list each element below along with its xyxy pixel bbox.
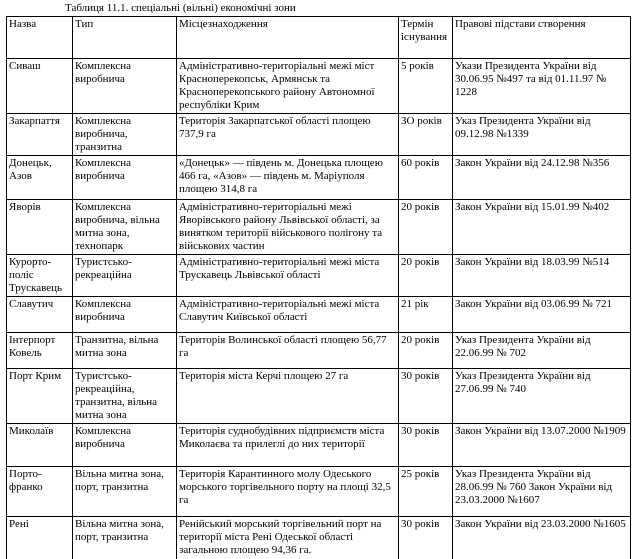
cell-name: Миколаїв xyxy=(7,424,73,467)
cell-location: Адміністративно-територіальні межі Яворівського району Львівської області, за винятком території військового полігону та військових частин xyxy=(177,200,399,255)
header-cell-location: Місцезнаходження xyxy=(177,17,399,59)
cell-type: Комплексна виробнича, вільна митна зона, технопарк xyxy=(73,200,177,255)
cell-type: Комплексна виробнича xyxy=(73,156,177,200)
cell-term: 30 років xyxy=(399,517,453,559)
table-row xyxy=(7,255,631,297)
cell-term: 25 років xyxy=(399,467,453,517)
cell-location: Територія міста Керчі площею 27 га xyxy=(177,369,399,424)
cell-name: Яворів xyxy=(7,200,73,255)
table-row xyxy=(7,200,631,255)
table-row xyxy=(7,517,631,559)
cell-term: 20 років xyxy=(399,333,453,369)
cell-term: 60 років xyxy=(399,156,453,200)
cell-term: 5 років xyxy=(399,59,453,114)
table-row xyxy=(7,156,631,200)
cell-type: Комплексна виробнича, транзитна xyxy=(73,114,177,156)
cell-name: Донецьк, Азов xyxy=(7,156,73,200)
cell-type: Туристсько-рекреаційна xyxy=(73,255,177,297)
table-row xyxy=(7,297,631,333)
cell-location: Територія Карантинного молу Одеського морського торгівельного порту на площі 32,5 га xyxy=(177,467,399,517)
cell-legal: Закон України від 23.03.2000 №1605 xyxy=(453,517,631,559)
cell-legal: Закон України від 18.03.99 №514 xyxy=(453,255,631,297)
cell-location: Адміністративно-територіальні межі міста Трускавець Львівської області xyxy=(177,255,399,297)
table-row xyxy=(7,333,631,369)
cell-location: Адміністративно-територіальні межі міст Красноперекопськ, Армянськ та Красноперекопського району Автономної республіки Крим xyxy=(177,59,399,114)
header-cell-type: Тип xyxy=(73,17,177,59)
cell-term: 21 рік xyxy=(399,297,453,333)
cell-legal: Указ Президента України від 27.06.99 № 740 xyxy=(453,369,631,424)
table-row xyxy=(7,114,631,156)
cell-type: Туристсько-рекреаційна, транзитна, вільна митна зона xyxy=(73,369,177,424)
cell-type: Транзитна, вільна митна зона xyxy=(73,333,177,369)
cell-term: ЗО років xyxy=(399,114,453,156)
cell-legal: Указ Президента України від 28.06.99 № 760 Закон України від 23.03.2000 №1607 xyxy=(453,467,631,517)
cell-legal: Закон України від 15.01.99 №402 xyxy=(453,200,631,255)
cell-name: Рені xyxy=(7,517,73,559)
cell-type: Вільна митна зона, порт, транзитна xyxy=(73,517,177,559)
cell-name: Сиваш xyxy=(7,59,73,114)
table-row xyxy=(7,369,631,424)
cell-legal: Указ Президента України від 22.06.99 № 702 xyxy=(453,333,631,369)
cell-term: 20 років xyxy=(399,255,453,297)
cell-type: Комплексна виробнича xyxy=(73,297,177,333)
page-title: Таблиця 11.1. спеціальні (вільні) економічні зони xyxy=(65,2,296,14)
cell-location: Територія Закарпатської області площею 737,9 га xyxy=(177,114,399,156)
cell-term: 30 років xyxy=(399,424,453,467)
cell-legal: Указ Президента України від 09.12.98 №1339 xyxy=(453,114,631,156)
cell-name: Славутич xyxy=(7,297,73,333)
cell-type: Комплексна виробнича xyxy=(73,424,177,467)
table-row xyxy=(7,467,631,517)
cell-term: 20 років xyxy=(399,200,453,255)
cell-term: 30 років xyxy=(399,369,453,424)
cell-legal: Закон України від 03.06.99 № 721 xyxy=(453,297,631,333)
cell-location: «Донецьк» — південь м. Донецька площею 466 га, «Азов» — південь м. Маріуполя площею 314,8 га xyxy=(177,156,399,200)
cell-location: Ренійський морський торгівельний порт на території міста Рені Одеської області загальною площею 94,36 га. xyxy=(177,517,399,559)
cell-name: Інтерпорт Ковель xyxy=(7,333,73,369)
header-cell-term: Термін існування xyxy=(399,17,453,59)
cell-legal: Укази Президента України від 30.06.95 №497 та від 01.11.97 № 1228 xyxy=(453,59,631,114)
cell-type: Вільна митна зона, порт, транзитна xyxy=(73,467,177,517)
header-cell-name: Назва xyxy=(7,17,73,59)
cell-location: Територія Волинської області площею 56,77 га xyxy=(177,333,399,369)
cell-name: Порто-франко xyxy=(7,467,73,517)
header-row xyxy=(7,17,631,59)
cell-name: Порт Крим xyxy=(7,369,73,424)
cell-name: Закарпаття xyxy=(7,114,73,156)
cell-location: Адміністративно-територіальні межі міста Славутич Київської області xyxy=(177,297,399,333)
table-row xyxy=(7,424,631,467)
table-row xyxy=(7,59,631,114)
cell-legal: Закон України від 13.07.2000 №1909 xyxy=(453,424,631,467)
cell-type: Комплексна виробнича xyxy=(73,59,177,114)
cell-name: Курорто-поліс Трускавець xyxy=(7,255,73,297)
cell-legal: Закон України від 24.12.98 №356 xyxy=(453,156,631,200)
header-cell-legal: Правові підстави створення xyxy=(453,17,631,59)
cell-location: Територія суднобудівних підприємств міста Миколаєва та прилеглі до них території xyxy=(177,424,399,467)
economic-zones-table xyxy=(6,16,631,559)
